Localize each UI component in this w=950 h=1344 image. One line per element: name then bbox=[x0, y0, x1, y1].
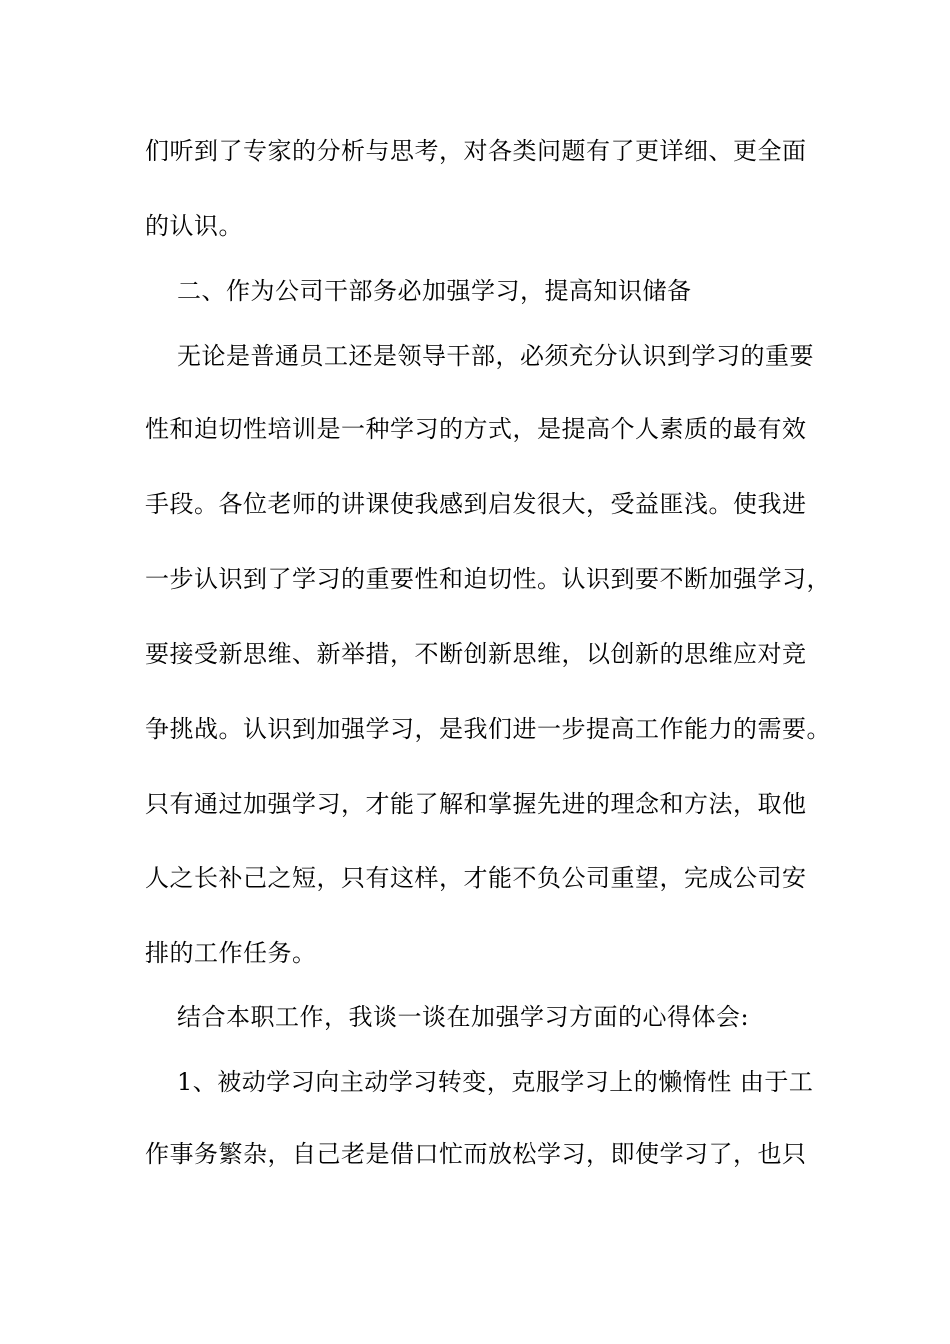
text-line: 的认识。 bbox=[145, 212, 243, 240]
text-line: 作事务繁杂，自己老是借口忙而放松学习，即使学习了，也只 bbox=[145, 1140, 807, 1168]
text-line: 只有通过加强学习，才能了解和掌握先进的理念和方法，取他 bbox=[145, 790, 807, 818]
text-line: 结合本职工作，我谈一谈在加强学习方面的心得体会: bbox=[177, 1003, 750, 1031]
text-line: 无论是普通员工还是领导干部，必须充分认识到学习的重要 bbox=[177, 342, 814, 370]
text-line: 排的工作任务。 bbox=[145, 939, 317, 967]
text-line: 手段。各位老师的讲课使我感到启发很大，受益匪浅。使我进 bbox=[145, 490, 807, 518]
text-line: 人之长补己之短，只有这样，才能不负公司重望，完成公司安 bbox=[145, 864, 807, 892]
text-line: 性和迫切性培训是一种学习的方式，是提高个人素质的最有效 bbox=[145, 415, 807, 443]
section-heading: 二、作为公司干部务必加强学习，提高知识储备 bbox=[177, 277, 692, 305]
text-line: 争挑战。认识到加强学习，是我们进一步提高工作能力的需要。 bbox=[145, 715, 831, 743]
text-line: 们听到了专家的分析与思考，对各类问题有了更详细、更全面 bbox=[145, 137, 807, 165]
numbered-item: 1、被动学习向主动学习转变，克服学习上的懒惰性 由于工 bbox=[177, 1068, 814, 1096]
text-line: 要接受新思维、新举措，不断创新思维，以创新的思维应对竞 bbox=[145, 640, 807, 668]
text-line: 一步认识到了学习的重要性和迫切性。认识到要不断加强学习， bbox=[145, 565, 831, 593]
